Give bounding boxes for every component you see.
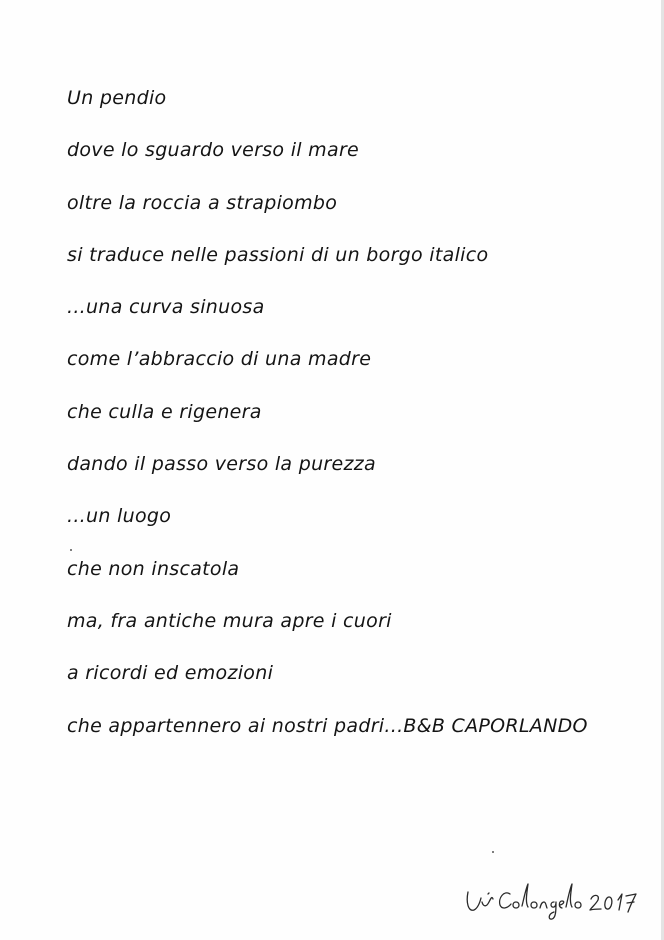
poem-line: si traduce nelle passioni di un borgo italico: [67, 243, 489, 266]
poem-line: ...una curva sinuosa: [67, 296, 265, 319]
poem-line: Un pendio: [67, 87, 167, 109]
poem-line: a ricordi ed emozioni: [67, 662, 274, 685]
poem-line: che culla e rigenera: [67, 400, 262, 423]
poem-line: che non inscatola: [67, 557, 240, 580]
poem-line: che appartennero ai nostri padri...B&B CAPORLANDO: [67, 714, 588, 737]
poem-line: ma, fra antiche mura apre i cuori: [67, 609, 392, 632]
poem-line: dando il passo verso la purezza: [67, 453, 376, 476]
poem-line: come l’abbraccio di una madre: [67, 348, 372, 371]
paper-speck: [492, 851, 494, 853]
poem-line: dove lo sguardo verso il mare: [67, 139, 360, 162]
handwritten-signature: [464, 872, 644, 922]
poem: [67, 82, 588, 762]
paper-speck: [70, 549, 72, 551]
poem-line: oltre la roccia a strapiombo: [67, 191, 338, 214]
poem-line: ...un luogo: [67, 505, 172, 528]
